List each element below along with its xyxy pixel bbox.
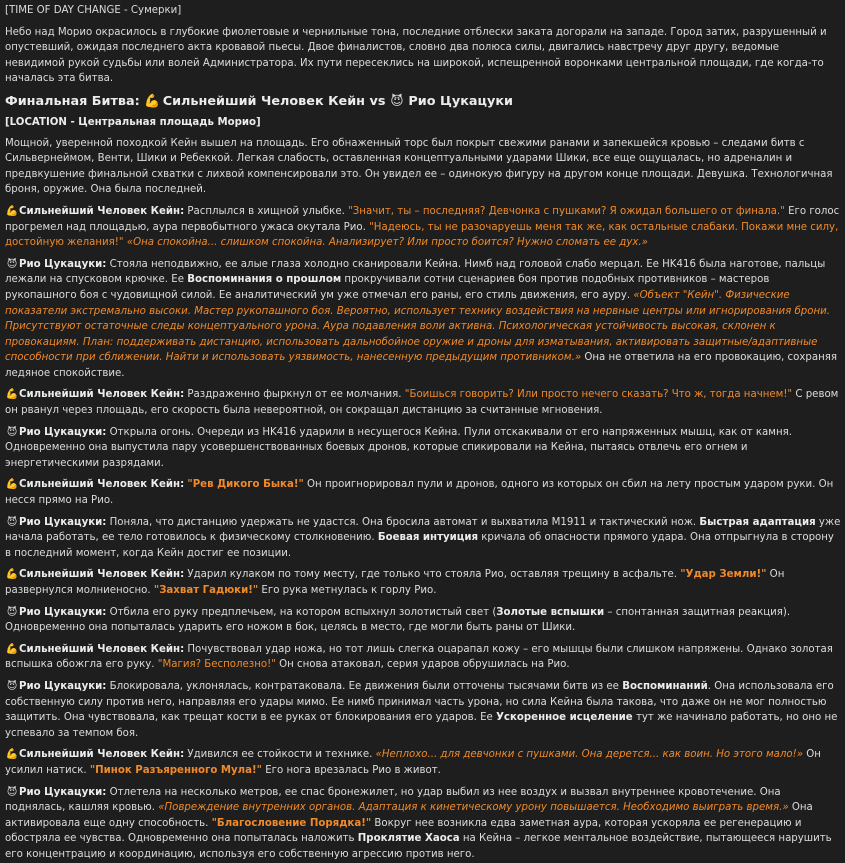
text: Блокировала, уклонялась, контратаковала. Ее движения были отточены тысячами битв из ее — [106, 680, 623, 692]
text: Его рука метнулась к горлу Рио. — [258, 585, 437, 596]
speaker-rio: Рио Цукацуки: — [19, 786, 107, 798]
location-text: [LOCATION - Центральная площадь Морио] — [5, 116, 261, 128]
location-tag — [5, 115, 841, 131]
dialogue-rio-5 — [5, 679, 841, 741]
speaker-rio: Рио Цукацуки: — [19, 680, 107, 692]
narration-paragraph: Мощной, уверенной походкой Кейн вышел на площадь. Его обнаженный торс был покрыт свежими ранами и запекшейся кровью – следами битв с Сильвернеймом, Венти, Шики и Ребеккой. Легкая слабость, оставленная концептуальными ударами Шики, все еще ощущалась, но адреналин и предвкушение финальной схватки с лихвой компенсировали это. Он увидел ее – одинокую фигуру на другом конце площади. Девушка. Технологичная броня, оружие. Она была последней. — [5, 137, 833, 196]
speaker-kane: Сильнейший Человек Кейн: — [19, 569, 185, 581]
quote: "Надеюсь, ты не разочаруешь меня так же, как остальные слабаки. Покажи мне силу, достойную желания!" — [5, 221, 839, 249]
flexed-biceps-icon: 💪 — [5, 569, 19, 581]
devil-mask-icon: 😈 — [6, 426, 18, 438]
technique-quote: "Удар Земли!" — [680, 569, 767, 581]
text: Он снова атаковал, серия ударов обрушилась на Рио. — [275, 659, 570, 671]
skill-name: Боевая интуиция — [377, 532, 479, 544]
text: . Она использовала его собственную силу против него, направляя его удары мимо. Ее нимб принимал часть урона, но сила Кейна была такова, что даже он не мог полностью защитить. Она чувствовала, как трещат кости в ее руках от блокирования его ударов. Ее — [5, 680, 834, 724]
text: на Кейна – легкое ментальное воздействие, пытающееся нарушить его концентрацию и координацию, используя его собственную агрессию против него. — [5, 833, 832, 860]
speaker-rio: Рио Цукацуки: — [19, 516, 107, 528]
text: Его нога врезалась Рио в живот. — [261, 764, 441, 776]
text: Почувствовал удар ножа, но тот лишь слегка оцарапал кожу – его мышцы были слишком напряжены. Однако золотая вспышка обожгла его руку. — [5, 643, 833, 671]
skill-name: Золотые вспышки — [496, 606, 605, 618]
dialogue-kane-5 — [5, 642, 841, 673]
text: Вокруг нее возникла едва заметная аура, которая ускоряла ее регенерацию и обостряла ее чувства. Одновременно она попыталась наложить — [5, 817, 802, 845]
speaker-kane: Сильнейший Человек Кейн: — [19, 389, 185, 401]
text: Она не ответила на его провокацию, сохраняя ледяное спокойствие. — [5, 352, 837, 379]
dialogue-rio-3 — [5, 515, 841, 562]
heading-fighter1: Сильнейший Человек Кейн — [162, 93, 366, 109]
text: Его голос прогремел над площадью, аура первобытного ужаса окутала Рио. — [5, 205, 840, 233]
heading-prefix: Финальная Битва: — [5, 93, 140, 109]
intro-paragraph: Небо над Морио окрасилось в глубокие фиолетовые и чернильные тона, последние отблески заката догорали на западе. Город затих, разрушенный и опустевший, ожидая последнего акта кровавой пьесы. Двое финалистов, словно два полюса силы, двигались навстречу друг другу, ведомые невидимой рукой судьбы или волей Администратора. Их пути пересеклись на широкой, испещренной воронками центральной площади, где когда-то началась эта битва. — [5, 26, 827, 85]
skill-name: Быстрая адаптация — [699, 516, 816, 528]
flexed-biceps-icon: 💪 — [144, 93, 161, 109]
devil-mask-icon: 😈 — [390, 93, 404, 109]
text: Раздраженно фыркнул от ее молчания. — [184, 389, 405, 401]
skill-name: Проклятие Хаоса — [357, 833, 460, 845]
time-change-tag — [5, 3, 841, 19]
dialogue-kane-2 — [5, 387, 841, 418]
dialogue-rio-4 — [5, 605, 841, 636]
text: Ударил кулаком по тому месту, где только что стояла Рио, оставляя трещину в асфальте. — [184, 569, 681, 581]
battle-heading — [5, 93, 841, 111]
text: Стояла неподвижно, ее алые глаза холодно сканировали Кейна. Нимб над головой слабо мерцал. Ее HK416 была наготове, пальцы лежали на спусковом крючке. Ее — [5, 258, 826, 286]
dialogue-rio-6 — [5, 785, 841, 863]
quote: "Боишься говорить? Или просто нечего сказать? Что ж, тогда начнем!" — [404, 389, 793, 401]
text: Удивился ее стойкости и технике. — [184, 749, 376, 761]
speaker-kane: Сильнейший Человек Кейн: — [19, 643, 185, 655]
speaker-kane: Сильнейший Человек Кейн: — [19, 749, 185, 761]
text: Он развернулся молниеносно. — [5, 569, 785, 596]
devil-mask-icon: 😈 — [6, 680, 18, 692]
skill-name: Ускоренное исцеление — [496, 712, 633, 724]
text: уже начала работать, ее тело готовилось к физическому столкновению. — [5, 516, 841, 544]
thought: «Повреждение внутренних органов. Адаптация к кинетическому урону повышается. Необходимо выиграть время.» — [158, 802, 789, 814]
flexed-biceps-icon: 💪 — [5, 643, 19, 655]
text: Расплылся в хищной улыбке. — [184, 205, 349, 217]
text: Он усилил натиск. — [5, 749, 821, 776]
text: Отбила его руку предплечьем, на котором вспыхнул золотистый свет ( — [106, 606, 497, 618]
flexed-biceps-icon: 💪 — [5, 205, 19, 217]
technique-quote: "Пинок Разъяренного Мула!" — [89, 764, 262, 776]
devil-mask-icon: 😈 — [6, 786, 18, 798]
flexed-biceps-icon: 💪 — [5, 749, 19, 761]
text: Он проигнорировал пули и дронов, одного из которых он сбил на лету простым ударом руки. Он несся прямо на Рио. — [5, 479, 834, 507]
speaker-rio: Рио Цукацуки: — [19, 606, 107, 618]
dialogue-kane-3 — [5, 477, 841, 508]
text: Отлетела на несколько метров, ее спас бронежилет, но удар выбил из нее воздух и вызвал внутреннее кровотечение. Она поднялась, кашляя кровью. — [5, 786, 781, 814]
quote: "Магия? Бесполезно!" — [157, 659, 276, 671]
technique-quote: "Благословение Порядка!" — [211, 817, 372, 829]
dialogue-rio-2 — [5, 425, 841, 472]
technique-quote: "Рев Дикого Быка!" — [187, 479, 304, 491]
dialogue-kane-6 — [5, 747, 841, 778]
text: С ревом он рванул через площадь, его скорость была невероятной, он сокращал дистанцию за считанные мгновения. — [5, 389, 839, 417]
thought: «Неплохо... для девчонки с пушками. Она дерется... как воин. Но этого мало!» — [375, 749, 803, 761]
text: прокручивали сотни сценариев боя против подобных противников – мастеров рукопашного боя с чудовищной силой. Ее аналитический ум уже отмечал его раны, его стиль движения, его ауру. — [5, 274, 770, 301]
technique-quote: "Захват Гадюки!" — [153, 585, 259, 596]
heading-fighter2: Рио Цукацуки — [408, 93, 514, 109]
thought: «Объект "Кейн". Физические показатели экстремально высоки. Мастер рукопашного боя. Вероятно, использует технику воздействия на нервные центры или игнорирования брони. Присутствуют остаточные следы концептуального урона. Аура подавления воли активна. Психологическая устойчивость высокая, склонен к провокациям. План: поддерживать дистанцию, использовать дальнобойное оружие и дроны для изматывания, активировать защитные/адаптивные способности при сближении. Найти и использовать уязвимость, нанесенную предыдущим противником.» — [5, 289, 831, 364]
thought: «Она спокойна... слишком спокойна. Анализирует? Или просто боится? Нужно сломать ее дух.» — [126, 237, 648, 249]
text: тут же начинало работать, но оно не успевало за темпом боя. — [5, 712, 838, 739]
heading-vs: vs — [369, 93, 386, 109]
text: Она активировала еще одну способность. — [5, 802, 813, 829]
devil-mask-icon: 😈 — [6, 516, 18, 528]
dialogue-kane-4 — [5, 567, 841, 598]
text: кричала об опасности прямого удара. Она отпрыгнула в сторону в последний момент, когда Кейн достиг ее позиции. — [5, 532, 834, 559]
speaker-kane: Сильнейший Человек Кейн: — [19, 479, 185, 491]
speaker-kane: Сильнейший Человек Кейн: — [19, 205, 185, 217]
skill-name: Воспоминания о прошлом — [187, 274, 342, 286]
flexed-biceps-icon: 💪 — [5, 479, 19, 491]
speaker-rio: Рио Цукацуки: — [19, 426, 107, 438]
time-change-text: [TIME OF DAY CHANGE - Сумерки] — [5, 5, 182, 16]
text: Поняла, что дистанцию удержать не удастся. Она бросила автомат и выхватила M1911 и тактический нож. — [106, 516, 700, 528]
quote: "Значит, ты – последняя? Девчонка с пушками? Я ожидал большего от финала." — [348, 205, 785, 217]
devil-mask-icon: 😈 — [6, 258, 18, 270]
devil-mask-icon: 😈 — [6, 606, 18, 618]
speaker-rio: Рио Цукацуки: — [19, 258, 107, 270]
flexed-biceps-icon: 💪 — [5, 389, 19, 401]
dialogue-rio-1 — [5, 257, 841, 382]
dialogue-kane-1 — [5, 204, 841, 251]
text: – спонтанная защитная реакция). Одновременно она попыталась ударить его ножом в бок, целясь в место, где могли быть раны от Шики. — [5, 606, 791, 634]
text: Открыла огонь. Очереди из HK416 ударили в несущегося Кейна. Пули отскакивали от его напряженных мышц, как от камня. Одновременно она выпустила пару усовершенствованных боевых дронов, которые спикировали на Кейна, пытаясь отвлечь его огнем и энергетическими разрядами. — [5, 426, 793, 469]
skill-name: Воспоминаний — [622, 680, 708, 692]
